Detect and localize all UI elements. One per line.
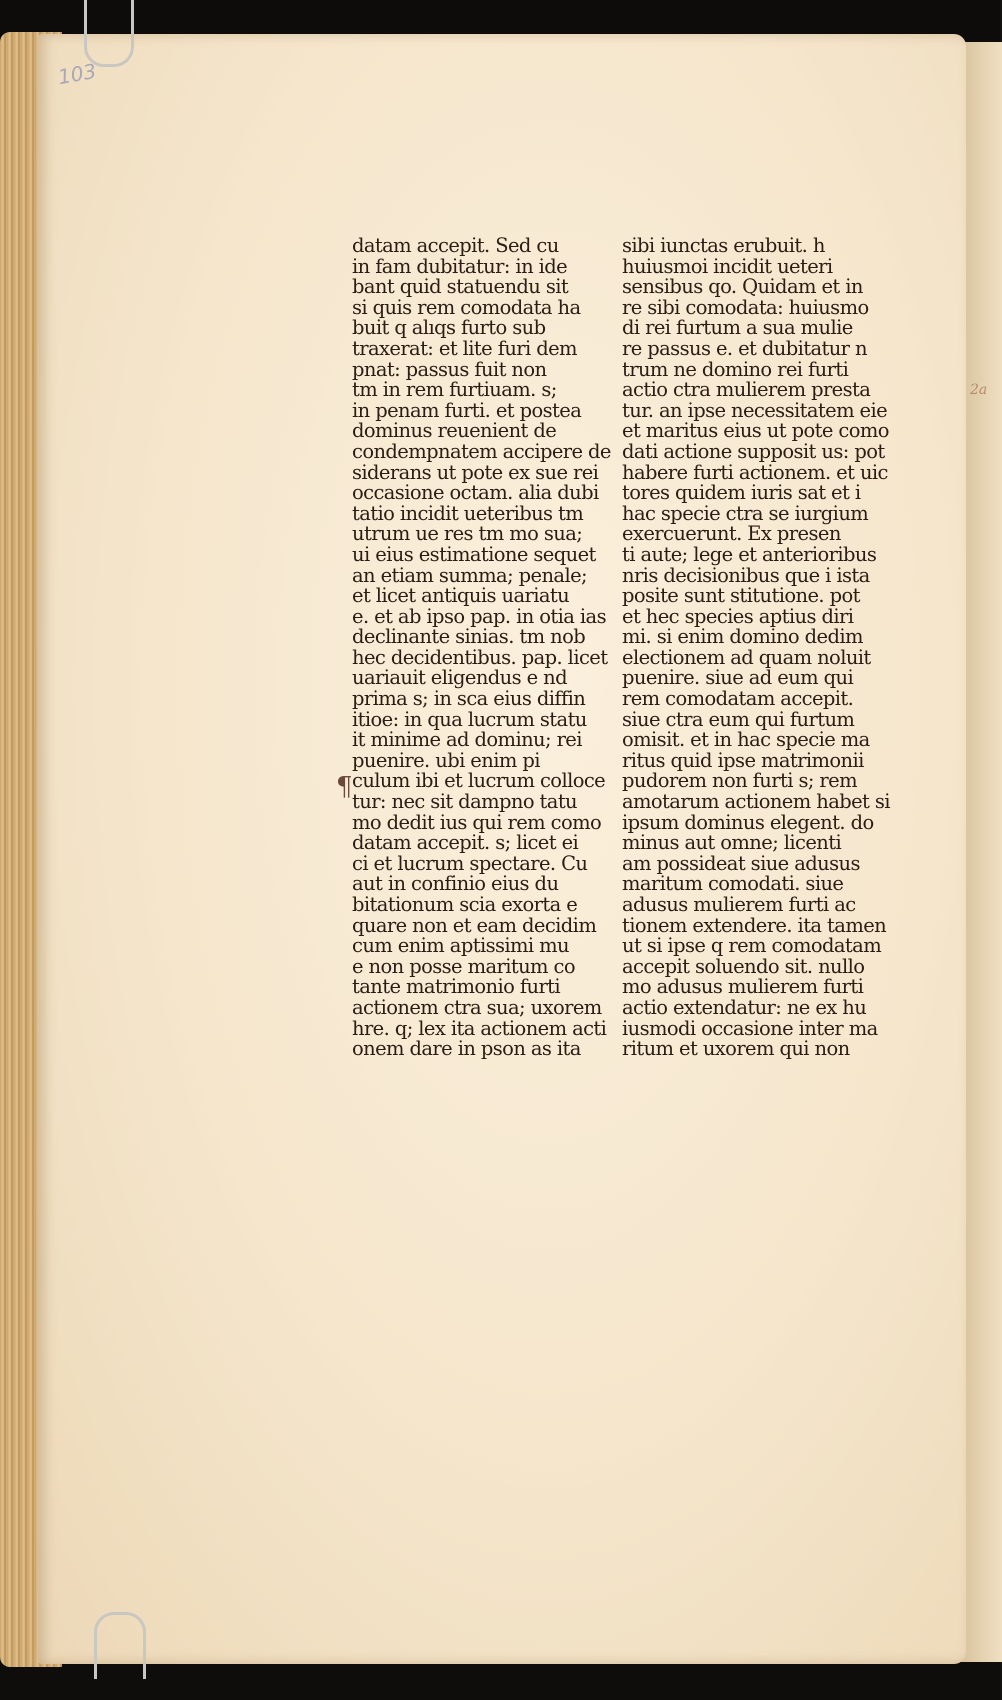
- top-clip: [84, 0, 134, 67]
- text-line: an etiam summa; penale;: [352, 563, 588, 587]
- text-line: quare non et eam decidim: [352, 913, 597, 937]
- text-line: hec decidentibus. pap. licet: [352, 645, 608, 669]
- text-line: buit q alıqs furto sub: [352, 316, 546, 340]
- text-line: e. et ab ipso pap. in otia ias: [352, 604, 606, 628]
- text-line: am possideat siue adusus: [622, 851, 860, 875]
- text-line: it minime ad dominu; rei: [352, 728, 582, 752]
- text-line: habere furti actionem. et uic: [622, 460, 888, 484]
- text-line: nris decisionibus que i ista: [622, 563, 870, 587]
- text-line: sensibus qo. Quidam et in: [622, 275, 863, 299]
- text-line: tur. an ipse necessitatem eie: [622, 398, 888, 422]
- text-column-left: [352, 234, 611, 1061]
- text-line: ti aute; lege et anterioribus: [622, 542, 877, 566]
- text-line: bitationum scia exorta e: [352, 893, 578, 916]
- text-line: maritum comodati. siue: [622, 872, 844, 896]
- text-line: culum ibi et lucrum colloce: [352, 769, 606, 793]
- text-line: minus aut omne; licenti: [622, 831, 842, 855]
- text-line: ritum et uxorem qui non: [622, 1037, 850, 1061]
- text-line: tur: nec sit dampno tatu: [352, 790, 578, 814]
- text-line: mi. si enim domino dedim: [622, 625, 863, 649]
- text-line: utrum ue res tm mo sua;: [352, 522, 583, 546]
- text-line: hre. q; lex ita actionem acti: [352, 1016, 607, 1040]
- text-line: mo adusus mulierem furti: [622, 975, 864, 999]
- text-line: tores quidem iuris sat et i: [622, 481, 861, 505]
- text-line: huiusmoi incidit ueteri: [622, 254, 833, 278]
- text-line: occasione octam. alia dubi: [352, 481, 599, 505]
- text-line: itioe: in qua lucrum statu: [352, 707, 587, 731]
- text-line: aut in confinio eius du: [352, 872, 559, 896]
- text-line: pnat: passus fuit non: [352, 357, 547, 381]
- text-line: re sibi comodata: huiusmo: [622, 295, 869, 319]
- text-line: datam accepit. s; licet ei: [352, 831, 579, 855]
- text-line: ritus quid ipse matrimonii: [622, 748, 864, 772]
- text-line: actio ctra mulierem presta: [622, 378, 871, 402]
- text-line: sibi iunctas erubuit. h: [622, 234, 825, 257]
- text-line: tm in rem furtiuam. s;: [352, 378, 557, 402]
- text-line: iusmodi occasione inter ma: [622, 1016, 878, 1040]
- text-line: hac specie ctra se iurgium: [622, 501, 869, 525]
- text-line: pudorem non furti s; rem: [622, 769, 857, 793]
- text-line: condempnatem accipere de: [352, 439, 611, 463]
- text-line: ci et lucrum spectare. Cu: [352, 851, 588, 875]
- bottom-clip: [94, 1612, 146, 1679]
- text-line: siderans ut pote ex sue rei: [352, 460, 599, 484]
- text-line: bant quid statuendu sit: [352, 275, 569, 299]
- text-line: re passus e. et dubitatur n: [622, 336, 867, 360]
- text-line: prima s; in sca eius diffin: [352, 687, 586, 711]
- text-line: dati actione supposit us: pot: [622, 439, 885, 463]
- text-line: amotarum actionem habet si: [622, 790, 890, 814]
- text-line: adusus mulierem furti ac: [622, 893, 856, 916]
- text-line: declinante sinias. tm nob: [352, 625, 586, 649]
- text-line: trum ne domino rei furti: [622, 357, 849, 381]
- text-line: traxerat: et lite furi dem: [352, 336, 577, 360]
- text-line: puenire. siue ad eum qui: [622, 666, 854, 690]
- text-line: si quis rem comodata ha: [352, 295, 581, 319]
- folio-number: 103: [56, 58, 98, 90]
- text-line: accepit soluendo sit. nullo: [622, 954, 865, 978]
- text-line: siue ctra eum qui furtum: [622, 707, 855, 731]
- text-line: cum enim aptissimi mu: [352, 934, 570, 958]
- text-line: et maritus eius ut pote como: [622, 419, 889, 443]
- text-line: rem comodatam accepit.: [622, 687, 854, 711]
- text-line: tatio incidit ueteribus tm: [352, 501, 584, 525]
- text-line: actio extendatur: ne ex hu: [622, 995, 867, 1019]
- text-line: in fam dubitatur: in ide: [352, 254, 568, 278]
- text-line: electionem ad quam noluit: [622, 645, 871, 669]
- text-line: et hec species aptius diri: [622, 604, 854, 628]
- margin-note: 2a: [970, 382, 988, 398]
- text-line: in penam furti. et postea: [352, 398, 582, 422]
- text-line: tante matrimonio furti: [352, 975, 561, 999]
- text-line: ui eius estimatione sequet: [352, 542, 596, 566]
- text-line: tionem extendere. ita tamen: [622, 913, 887, 937]
- text-column-right: [622, 234, 890, 1061]
- text-line: puenire. ubi enim pi: [352, 748, 540, 772]
- text-line: onem dare in pson as ita: [352, 1037, 581, 1061]
- text-line: actionem ctra sua; uxorem: [352, 995, 602, 1019]
- text-line: dominus reuenient de: [352, 419, 557, 443]
- text-line: ut si ipse q rem comodatam: [622, 934, 882, 958]
- text-line: exercuerunt. Ex presen: [622, 522, 841, 546]
- paragraph-mark: ¶: [336, 772, 353, 802]
- text-line: mo dedit ius qui rem como: [352, 810, 602, 834]
- text-line: omisit. et in hac specie ma: [622, 728, 870, 752]
- text-line: posite sunt stitutione. pot: [622, 584, 860, 608]
- text-line: uariauit eligendus e nd: [352, 666, 568, 690]
- text-line: datam accepit. Sed cu: [352, 234, 559, 257]
- scanner-background-bottom: [0, 1658, 1000, 1700]
- text-line: di rei furtum a sua mulie: [622, 316, 853, 340]
- text-line: et licet antiquis uariatu: [352, 584, 570, 608]
- text-line: ipsum dominus elegent. do: [622, 810, 874, 834]
- text-line: e non posse maritum co: [352, 954, 575, 978]
